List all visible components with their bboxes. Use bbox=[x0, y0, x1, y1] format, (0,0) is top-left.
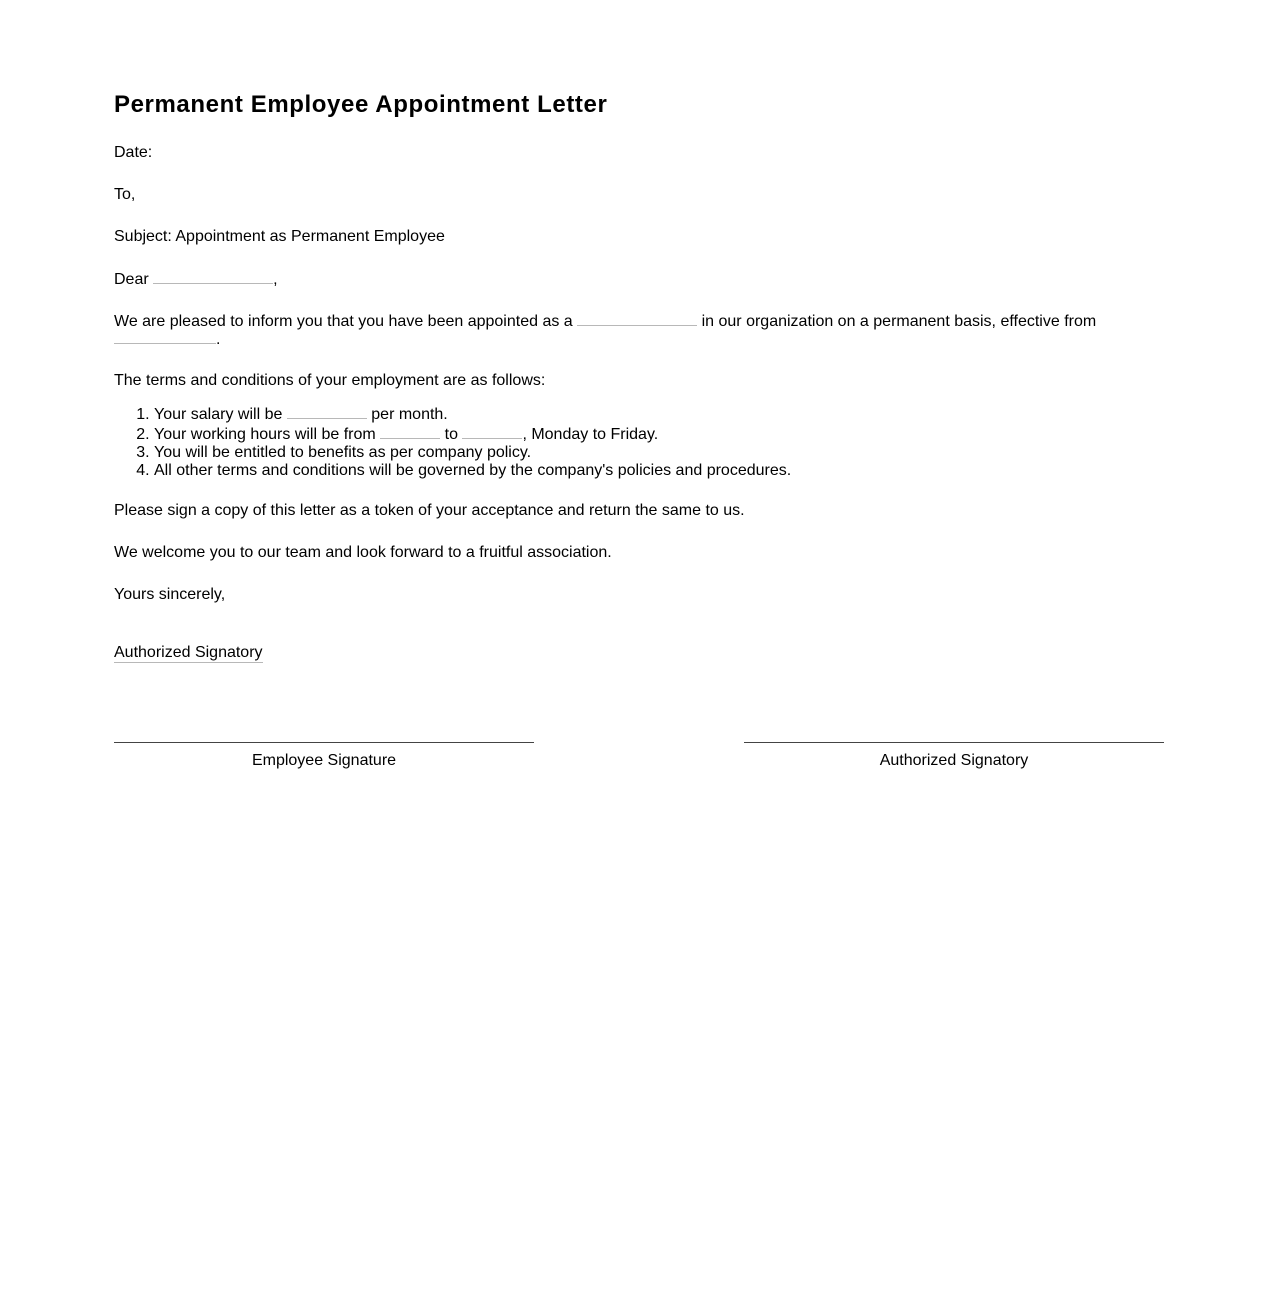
intro-paragraph-line2 bbox=[114, 329, 220, 350]
salary-blank[interactable] bbox=[287, 404, 367, 419]
employee-signature-line[interactable] bbox=[114, 742, 534, 743]
term-item-hours bbox=[154, 424, 791, 444]
authorized-signature-block bbox=[744, 742, 1164, 771]
intro-part2: in our organization on a permanent basis, effective from bbox=[701, 313, 1097, 330]
employee-signature-label: Employee Signature bbox=[251, 752, 397, 769]
closing-line: Yours sincerely, bbox=[114, 586, 226, 603]
intro-part1: We are pleased to inform you that you have been appointed as a bbox=[114, 313, 573, 330]
term-text: per month. bbox=[371, 406, 448, 423]
terms-intro: The terms and conditions of your employment are as follows: bbox=[114, 372, 546, 389]
term-item-benefits bbox=[154, 444, 791, 462]
letter-title: Permanent Employee Appointment Letter bbox=[114, 91, 608, 118]
intro-part3: . bbox=[216, 331, 221, 348]
term-text: , Monday to Friday. bbox=[522, 426, 659, 443]
acceptance-paragraph: Please sign a copy of this letter as a token of your acceptance and return the same to us. bbox=[114, 502, 745, 519]
end-time-blank[interactable] bbox=[462, 424, 522, 439]
salutation-line bbox=[114, 269, 278, 290]
authorized-signature-label: Authorized Signatory bbox=[879, 752, 1029, 769]
signatory-line bbox=[114, 643, 263, 663]
subject-line: Subject: Appointment as Permanent Employee bbox=[114, 228, 445, 245]
position-blank[interactable] bbox=[577, 311, 697, 326]
term-text: You will be entitled to benefits as per company policy. bbox=[154, 444, 532, 461]
salutation-suffix: , bbox=[273, 271, 278, 288]
intro-paragraph-line1 bbox=[114, 311, 1096, 332]
salutation-prefix: Dear bbox=[114, 271, 149, 288]
term-text: Your salary will be bbox=[154, 406, 283, 423]
welcome-paragraph: We welcome you to our team and look forward to a fruitful association. bbox=[114, 544, 612, 561]
term-text: Your working hours will be from bbox=[154, 426, 376, 443]
terms-list bbox=[114, 404, 791, 480]
start-time-blank[interactable] bbox=[380, 424, 440, 439]
date-label: Date: bbox=[114, 144, 153, 161]
employee-signature-block bbox=[114, 742, 534, 771]
recipient-line: To, bbox=[114, 186, 136, 203]
effective-date-blank[interactable] bbox=[114, 329, 216, 344]
recipient-name-blank[interactable] bbox=[153, 269, 273, 284]
term-text: to bbox=[444, 426, 458, 443]
term-item-policies bbox=[154, 462, 791, 480]
term-item-salary bbox=[154, 404, 791, 424]
term-text: All other terms and conditions will be governed by the company's policies and procedures. bbox=[154, 462, 792, 479]
authorized-signature-line[interactable] bbox=[744, 742, 1164, 743]
date-line bbox=[114, 143, 152, 163]
signatory-name: Authorized Signatory bbox=[114, 644, 263, 661]
